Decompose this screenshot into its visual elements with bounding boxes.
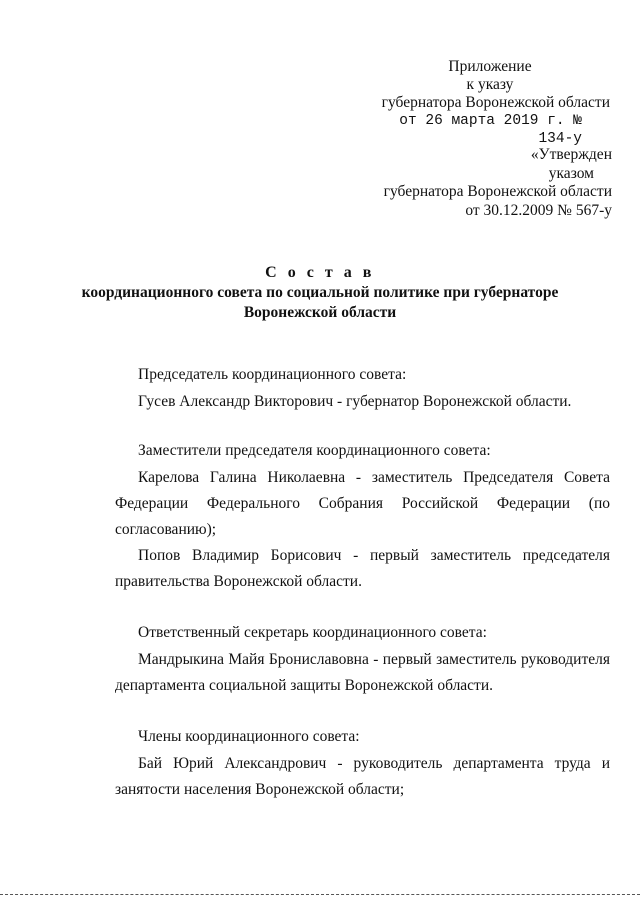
members-heading: Члены координационного совета: [138, 728, 360, 745]
member-1-line-2: занятости населения Воронежской области; [115, 781, 405, 798]
chair-heading: Председатель координационного совета: [138, 366, 407, 383]
deputy-1-line-3: согласованию); [115, 521, 217, 538]
appendix-stamp: от 26 марта 2019 г. № 134-у [399, 113, 582, 147]
appendix-line-3: губернатора Воронежской области [381, 94, 610, 111]
appendix-line-1: Приложение [448, 58, 532, 75]
chair-entry: Гусев Александр Викторович - губернатор Воронежской области. [138, 393, 572, 410]
secretary-line-2: департамента социальной защиты Воронежской области. [115, 677, 494, 694]
approved-line-4: от 30.12.2009 № 567-у [465, 201, 612, 219]
deputy-2-line-2: правительства Воронежской области. [115, 573, 362, 590]
deputy-1-line-1: Карелова Галина Николаевна - заместитель Председателя Совета [138, 469, 610, 486]
title-line-3: Воронежской области [243, 304, 397, 321]
title-line-2: координационного совета по социальной политике при губернаторе [81, 284, 559, 301]
approved-line-1: «Утвержден [530, 146, 612, 163]
deputies-heading: Заместители председателя координационного совета: [138, 442, 491, 459]
deputy-1-line-2: Федерации Федерального Собрания Российской Федерации (по [115, 495, 610, 512]
approved-header [312, 146, 612, 220]
title-line-1: С о с т а в [265, 264, 375, 281]
approved-line-3: губернатора Воронежской области [383, 183, 612, 200]
appendix-header [360, 58, 610, 148]
page-bottom-divider [0, 894, 640, 895]
member-1-line-1: Бай Юрий Александрович - руководитель департамента труда и [138, 755, 610, 772]
secretary-line-1: Мандрыкина Майя Брониславовна - первый заместитель руководителя [138, 651, 610, 668]
approved-line-2: указом [548, 164, 594, 182]
deputy-2-line-1: Попов Владимир Борисович - первый заместитель председателя [138, 547, 610, 564]
secretary-heading: Ответственный секретарь координационного совета: [138, 624, 487, 641]
document-title [0, 263, 640, 323]
appendix-line-2: к указу [466, 76, 514, 93]
